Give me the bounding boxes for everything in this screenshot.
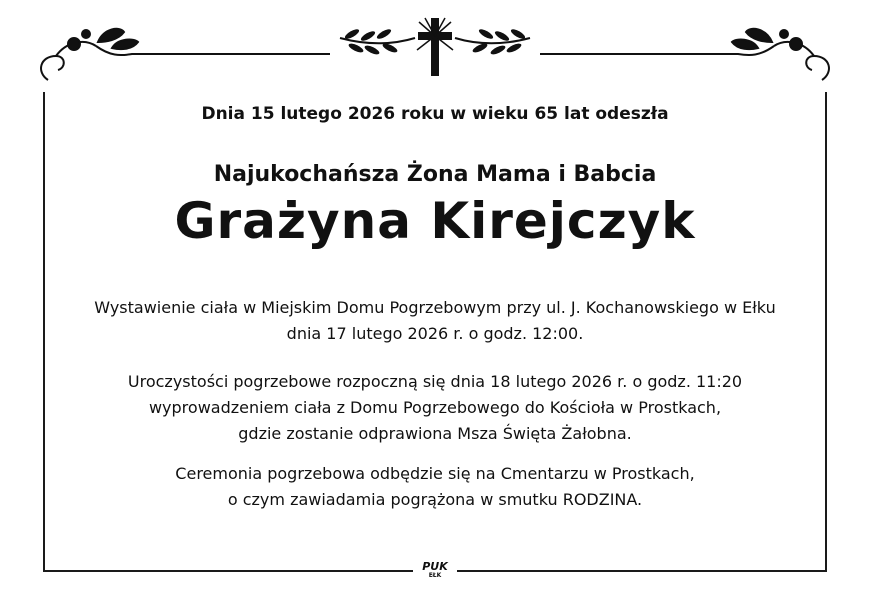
deceased-name: Grażyna Kirejczyk [174, 192, 696, 250]
paragraph-line: Wystawienie ciała w Miejskim Domu Pogrzebowym przy ul. J. Kochanowskiego w Ełku [94, 298, 776, 317]
date-line: Dnia 15 lutego 2026 roku w wieku 65 lat odeszła [201, 104, 669, 124]
burial-paragraph [0, 461, 870, 513]
ceremony-paragraph [0, 369, 870, 447]
viewing-paragraph [0, 295, 870, 347]
logo-sub-text: EŁK [428, 572, 442, 579]
laurel-branch-right-icon [455, 27, 530, 56]
paragraph-line: Ceremonia pogrzebowa odbędzie się na Cmentarzu w Prostkach, [175, 464, 695, 483]
paragraph-line: dnia 17 lutego 2026 r. o godz. 12:00. [286, 324, 584, 343]
frame-bottom-border-right [457, 570, 827, 572]
paragraph-line: wyprowadzeniem ciała z Domu Pogrzebowego do Kościoła w Prostkach, [148, 398, 722, 417]
frame-bottom-border-left [43, 570, 413, 572]
header-ornament [0, 12, 870, 92]
logo-main-text: PUK [422, 560, 448, 573]
relation-line: Najukochańsza Żona Mama i Babcia [213, 162, 657, 187]
cross-icon [417, 18, 453, 76]
puk-logo [415, 561, 455, 579]
laurel-branch-left-icon [340, 27, 415, 56]
paragraph-line: gdzie zostanie odprawiona Msza Święta Żałobna. [238, 424, 632, 443]
paragraph-line: o czym zawiadamia pogrążona w smutku RODZINA. [227, 490, 643, 509]
flourish-right-icon [540, 29, 829, 80]
flourish-left-icon [41, 29, 330, 80]
paragraph-line: Uroczystości pogrzebowe rozpoczną się dnia 18 lutego 2026 r. o godz. 11:20 [127, 372, 743, 391]
